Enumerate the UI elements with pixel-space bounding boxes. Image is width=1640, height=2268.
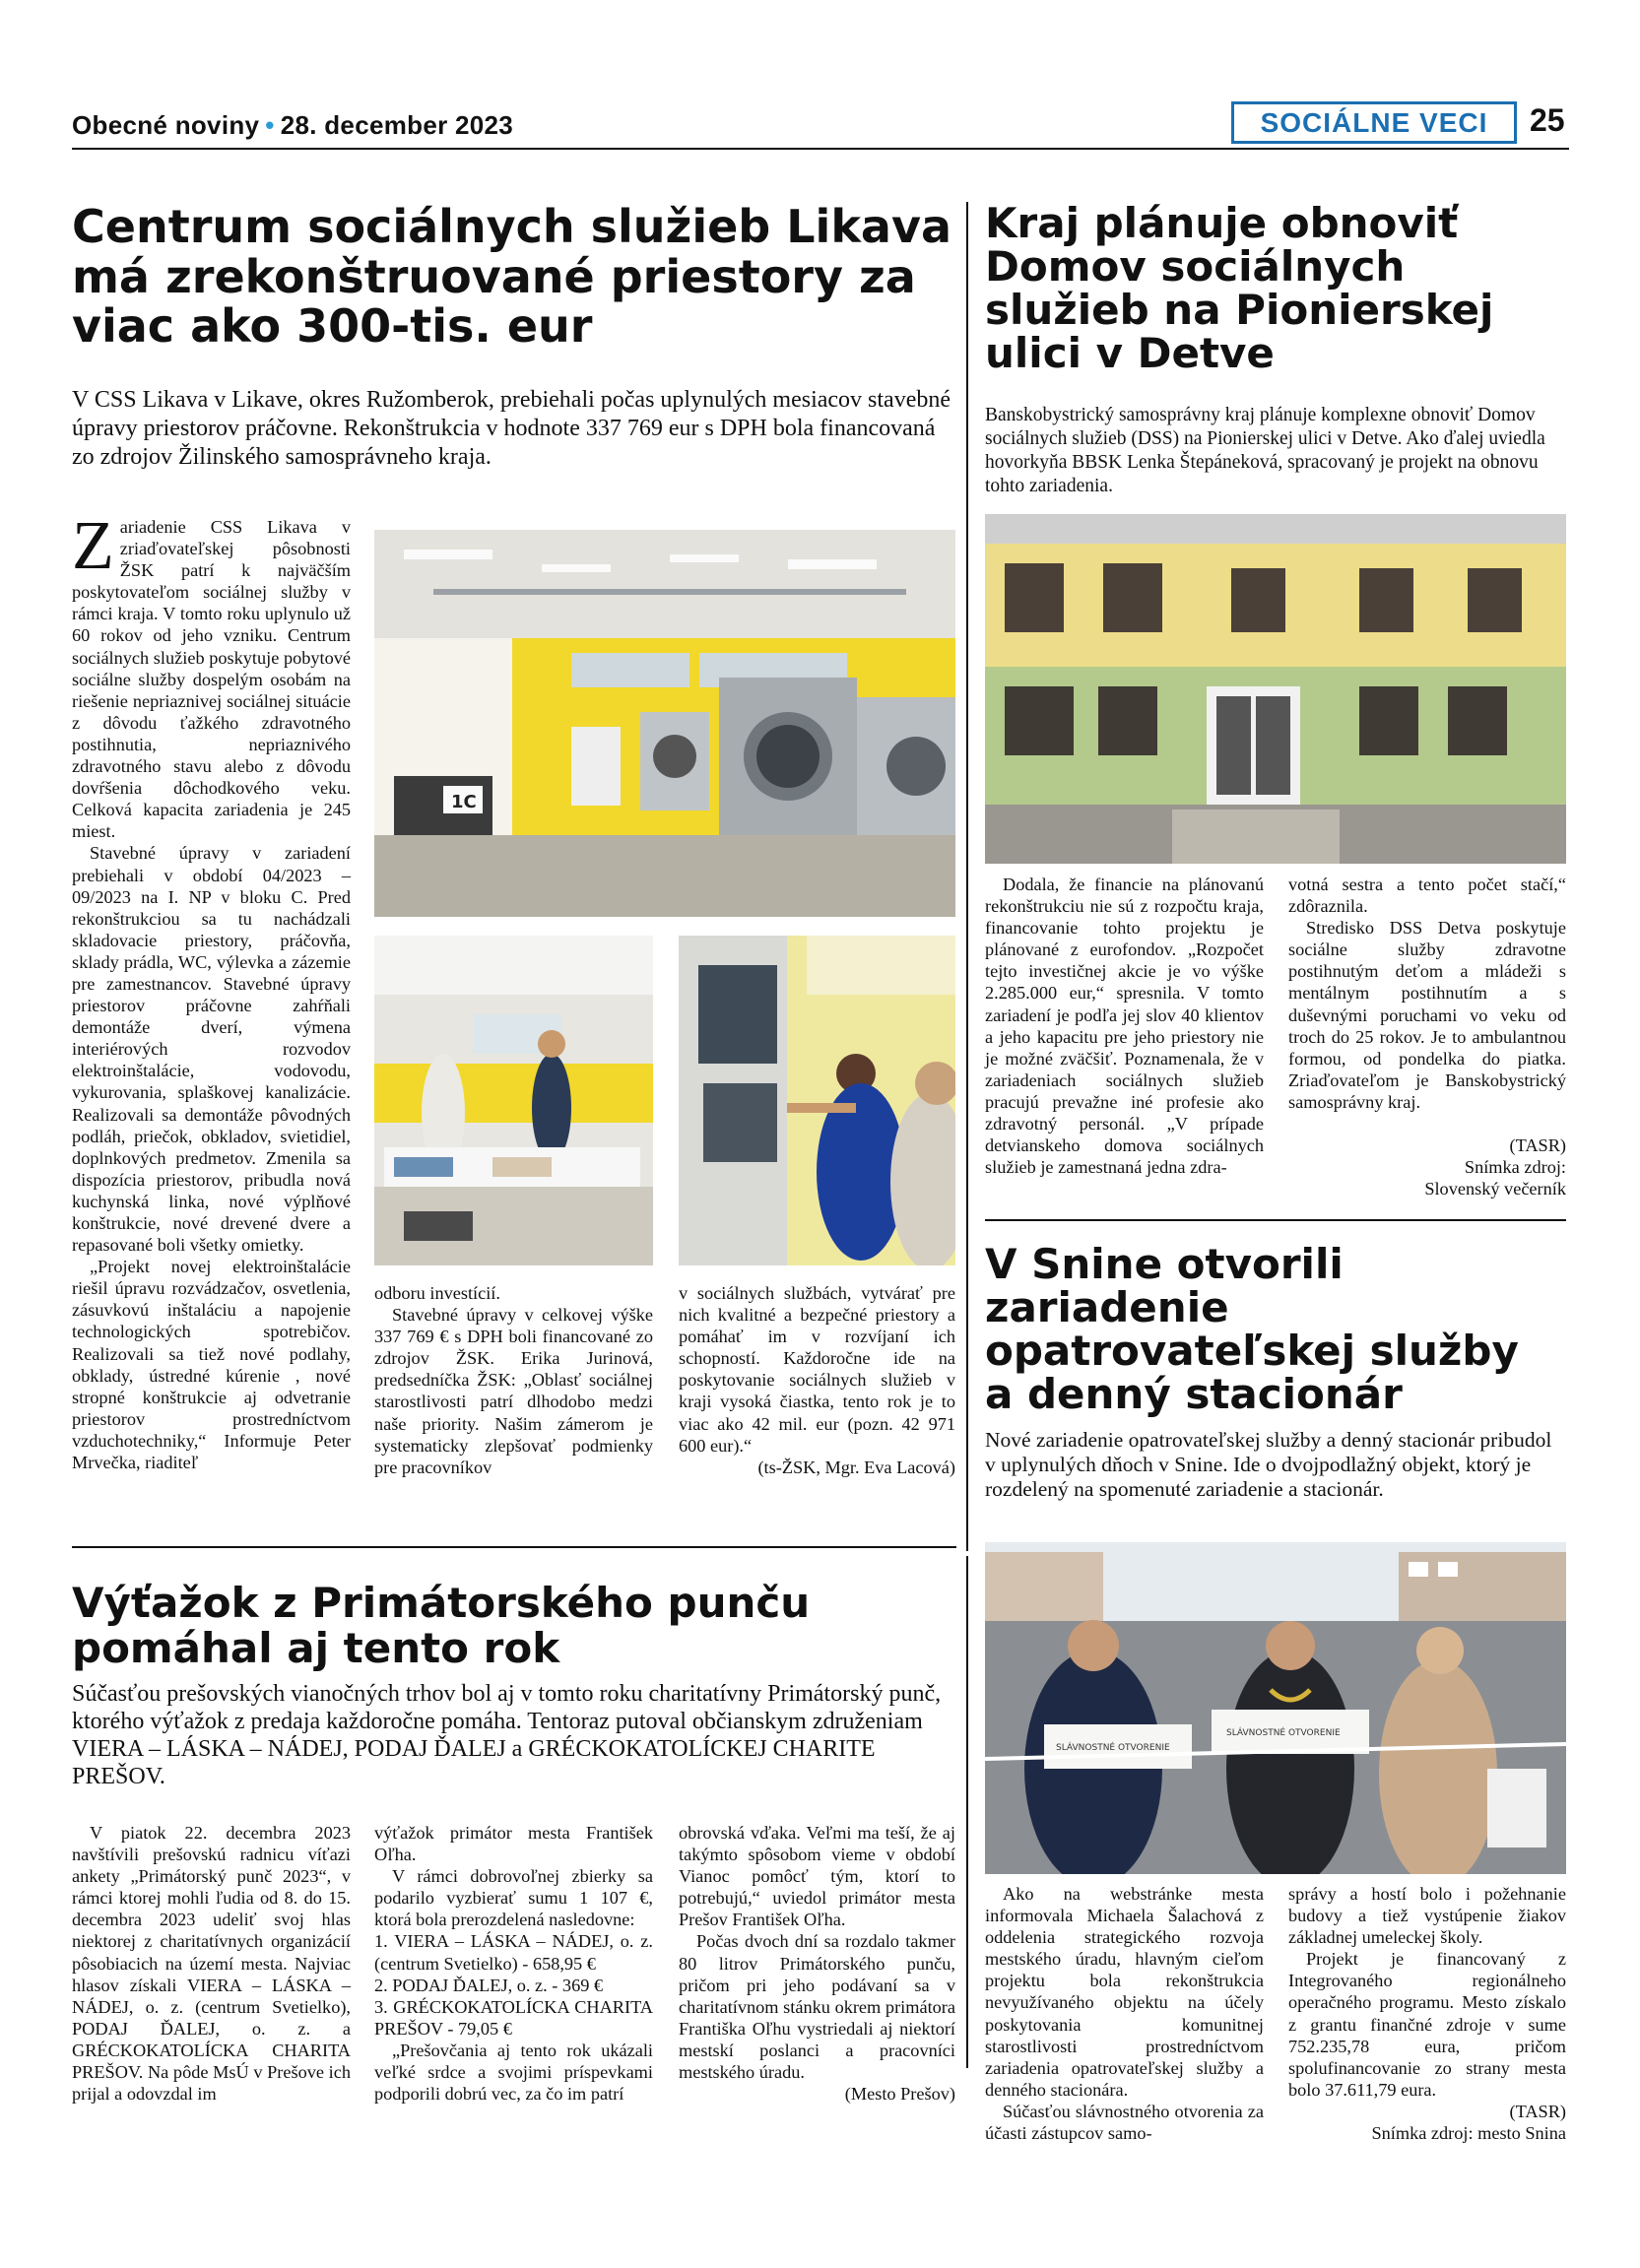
article4-list-item: 2. PODAJ ĎALEJ, o. z. - 369 € bbox=[374, 1975, 604, 1995]
staff-linen-photo bbox=[374, 936, 653, 1265]
article3-lead: Nové zariadenie opatrovateľskej služby a denný stacionár pribudol v uplynulých dňoch v Snine. Ide o dvojpodlažný objekt, ktorý je rozdelený na spomenuté zariadenie a stacionár. bbox=[985, 1428, 1552, 1501]
article1-paragraph: „Projekt novej elektroinštalácie riešil úpravu rozvádzačov, osvetlenia, zásuvkovú inštaláciu a napojenie technologických spotrebičov. Realizovali sa tiež nové podlahy, obklady, ústredné kúrenie , nové stropné konštrukcie aj odvetranie priestorov prostredníctvom vzduchotechniky,“ Informuje Peter Mrvečka, riaditeľ bbox=[72, 1257, 351, 1473]
header-rule bbox=[72, 148, 1569, 150]
article2-paragraph: votná sestra a tento počet stačí,“ zdôraznila. bbox=[1288, 875, 1566, 917]
separator-dot: • bbox=[265, 110, 275, 140]
drop-cap: Z bbox=[72, 508, 114, 584]
article4-column-1 bbox=[72, 1822, 351, 2105]
article1-paragraph: v sociálnych službách, vytvárať pre nich kvalitné a bezpečné priestory a pomáhať im v rozvíjaní ich schopností. Každoročne ide na poskytovanie sociálnych služieb v kraji vysoká čiastka, tento rok je to viac ako 42 mil. eur (pozn. 42 971 600 eur).“ bbox=[679, 1283, 955, 1456]
article2-column-2 bbox=[1288, 874, 1566, 1199]
article2-title: Kraj plánuje obnoviť Domov sociálnych služieb na Pionierskej ulici v Detve bbox=[985, 199, 1494, 377]
article4-title: Výťažok z Primátorského punču pomáhal aj tento rok bbox=[72, 1579, 811, 1673]
article4-column-2 bbox=[374, 1822, 653, 2105]
article4-paragraph: V piatok 22. decembra 2023 navštívili prešovskú radnicu víťazi ankety „Primátorský punč 2023“, v rámci ktorej mohli ľudia od 8. do 15. decembra 2023 udeliť svoj hlas niektorej z charitatívnych organizácií pôsobiacich na území mesta. Najviac hlasov získali VIERA – LÁSKA – NÁDEJ, o. z. (centrum Svetielko), PODAJ ĎALEJ, o. z. a GRÉCKOKATOLÍCKA CHARITA PREŠOV. Na pôde MsÚ v Prešove ich prijal a odovzdal im bbox=[72, 1823, 351, 2105]
laundry-photo bbox=[374, 530, 955, 917]
article1-lead: V CSS Likava v Likave, okres Ružomberok, prebiehali počas uplynulých mesiacov stavebné úpravy priestorov práčovne. Rekonštrukcia v hodnote 337 769 eur s DPH bola financovaná zo zdrojov Žilinského samosprávneho kraja. bbox=[72, 387, 951, 470]
article4-paragraph: „Prešovčania aj tento rok ukázali veľké srdce a svojimi príspevkami podporili dobrú vec, za čo im patrí bbox=[374, 2040, 653, 2105]
article-separator bbox=[985, 1219, 1566, 1221]
article1-title: Centrum sociálnych služieb Likava má zrekonštruované priestory za viac ako 300-tis. eur bbox=[72, 200, 951, 354]
article4-lead: Súčasťou prešovských vianočných trhov bol aj v tomto roku charitatívny Primátorský punč, ktorého výťažok z predaja každoročne pomáha. Tentoraz putoval občianskym združeniam VIERA – LÁSKA – NÁDEJ, PODAJ ĎALEJ a GRÉCKOKATOLÍCKEJ CHARITE PREŠOV. bbox=[72, 1681, 942, 1789]
article2-credit: Slovenský večerník bbox=[1424, 1179, 1566, 1199]
article3-credit: Snímka zdroj: mesto Snina bbox=[1371, 2123, 1566, 2144]
article1-column-3 bbox=[679, 1282, 955, 1478]
masthead bbox=[72, 110, 513, 141]
visit-photo bbox=[679, 936, 955, 1265]
column-divider-lower bbox=[966, 1556, 968, 2068]
ceremony-photo bbox=[985, 1542, 1566, 1874]
article4-paragraph: Počas dvoch dní sa rozdalo takmer 80 litrov Primátorského punču, pričom pri jeho podávaní sa v charitatívnom stánku okrem primátora Františka Oľhu vystriedali aj niektorí mestskí poslanci a pracovníci mestského úradu. bbox=[679, 1931, 955, 2083]
article1-paragraph: Stavebné úpravy v zariadení prebiehali v období 04/2023 – 09/2023 na I. NP v bloku C. Pred rekonštrukciou sa tu nachádzali skladovacie priestory, práčovňa, sklady prádla, WC, výlevka a zázemie pre zamestnancov. Stavebné úpravy priestorov práčovne zahŕňali demontáže dverí, výmena interiérových rozvodov elektroinštalácie, vodovodu, vykurovania, splaškovej kanalizácie. Realizovali sa demontáže pôvodných podláh, priečok, obkladov, svietidiel, doplnkových predmetov. Zmenila sa dispozícia priestorov, pribudla nová kuchynská linka, nové výplňové konštrukcie, nové drevené dvere a repasované boli všetky omietky. bbox=[72, 843, 351, 1256]
article4-list-item: 1. VIERA – LÁSKA – NÁDEJ, o. z. (centrum Svetielko) - 658,95 € bbox=[374, 1931, 653, 1974]
article4-paragraph: obrovská vďaka. Veľmi ma teší, že aj takýmto spôsobom vieme v období Vianoc pomôcť tým, ktorí to potrebujú,“ uviedol primátor mesta Prešov František Oľha. bbox=[679, 1823, 955, 1930]
article4-paragraph: výťažok primátor mesta František Oľha. bbox=[374, 1823, 653, 1865]
column-divider bbox=[966, 202, 968, 1551]
article1-paragraph: odboru investícií. bbox=[374, 1283, 500, 1303]
article3-column-1 bbox=[985, 1883, 1264, 2144]
article-separator bbox=[72, 1546, 956, 1548]
article4-paragraph: V rámci dobrovoľnej zbierky sa podarilo vyzbierať sumu 1 107 €, ktorá bola prerozdelená nasledovne: bbox=[374, 1866, 653, 1930]
article3-paragraph: správy a hostí bolo i požehnanie budovy a tiež vystúpenie žiakov základnej umeleckej školy. bbox=[1288, 1884, 1566, 1948]
article1-signature: (ts-ŽSK, Mgr. Eva Lacová) bbox=[757, 1457, 955, 1477]
ceremony-sign-left: SLÁVNOSTNÉ OTVORENIE bbox=[1056, 1743, 1170, 1753]
publication-name: Obecné noviny bbox=[72, 110, 260, 140]
article3-signature: (TASR) bbox=[1509, 2101, 1566, 2121]
article1-paragraph: ariadenie CSS Likava v zriaďovateľskej pôsobnosti ŽSK patrí k najväčším poskytovateľom sociálnej služby v rámci kraja. V tomto roku uplynulo už 60 rokov od jeho vzniku. Centrum sociálnych služieb poskytuje pobytové sociálne služby dospelým osobám na riešenie nepriaznivej sociálnej situácie z dôvodu ťažkého zdravotného postihnutia, nepriaznivého zdravotného stavu alebo z dôvodu dovŕšenia dôchodkového veku. Celková kapacita zariadenia je 245 miest. bbox=[72, 517, 351, 842]
article3-column-2 bbox=[1288, 1883, 1566, 2144]
article2-column-1 bbox=[985, 874, 1264, 1178]
article2-signature: (TASR) bbox=[1509, 1135, 1566, 1156]
page-number: 25 bbox=[1530, 102, 1565, 138]
article1-column-2 bbox=[374, 1282, 653, 1478]
article2-lead: Banskobystrický samosprávny kraj plánuje komplexne obnoviť Domov sociálnych služieb (DSS) na Pionierskej ulici v Detve. Ako ďalej uviedla hovorkyňa BBSK Lenka Štepáneková, spracovaný je projekt na obnovu tohto zariadenia. bbox=[985, 405, 1545, 496]
issue-date: 28. december 2023 bbox=[280, 110, 514, 140]
article4-signature: (Mesto Prešov) bbox=[844, 2084, 955, 2105]
article1-column-1 bbox=[72, 508, 351, 1473]
ceremony-sign-right: SLÁVNOSTNÉ OTVORENIE bbox=[1226, 1728, 1341, 1738]
article3-paragraph: Súčasťou slávnostného otvorenia za účasti zástupcov samo- bbox=[985, 2101, 1264, 2144]
article4-column-3 bbox=[679, 1822, 955, 2105]
article2-credit-label: Snímka zdroj: bbox=[1464, 1157, 1566, 1178]
article1-paragraph: Stavebné úpravy v celkovej výške 337 769 € s DPH boli financované zo zdrojov ŽSK. Erika Jurinová, predsedníčka ŽSK: „Oblasť sociálnej starostlivosti patrí dlhodobo medzi naše priority. Našim zámerom je systematicky zlepšovať podmienky pre pracovníkov bbox=[374, 1305, 653, 1477]
section-label: SOCIÁLNE VECI bbox=[1231, 101, 1517, 144]
dss-building-photo bbox=[985, 514, 1566, 864]
article3-title: V Snine otvorili zariadenie opatrovateľskej služby a denný stacionár bbox=[985, 1240, 1519, 1418]
article2-paragraph: Dodala, že financie na plánovanú rekonštrukciu nie sú z rozpočtu kraja, financovanie tohto projektu je plánované z eurofondov. „Rozpočet tejto investičnej akcie je vo výške 2.285.000 eur,“ spresnila. V tomto zariadení je podľa jej slov 40 klientov a jeho kapacitu pre jeho priestory nie je možné zväčšiť. Poznamenala, že v zariadeniach sociálnych služieb pracujú prevažne iné profesie ako zdravotný personál. „V prípade detvianskeho domova sociálnych služieb je zamestnaná jedna zdra- bbox=[985, 875, 1264, 1178]
article3-paragraph: Ako na webstránke mesta informovala Michaela Šalachová z oddelenia strategického rozvoja mestského úradu, hlavným cieľom projektu bola rekonštrukcia nevyužívaného objektu na účely poskytovania komunitnej starostlivosti prostredníctvom zariadenia opatrovateľskej služby a denného stacionára. bbox=[985, 1884, 1264, 2100]
article3-paragraph: Projekt je financovaný z Integrovaného regionálneho operačného programu. Mesto získalo z grantu finančné zdroje v sume 752.235,78 eura, pričom spolufinancovanie zo strany mesta bolo 37.611,79 eura. bbox=[1288, 1949, 1566, 2100]
machine-label: 1C bbox=[451, 792, 477, 812]
article2-paragraph: Stredisko DSS Detva poskytuje sociálne služby zdravotne postihnutým deťom a mládeži s mentálnym postihnutím a s duševnými poruchami vo veku od troch do 25 rokov. Je to ambulantnou formou, od pondelka do piatka. Zriaďovateľom je Banskobystrický samosprávny kraj. bbox=[1288, 918, 1566, 1112]
article4-list-item: 3. GRÉCKOKATOLÍCKA CHARITA PREŠOV - 79,05 € bbox=[374, 1996, 653, 2039]
